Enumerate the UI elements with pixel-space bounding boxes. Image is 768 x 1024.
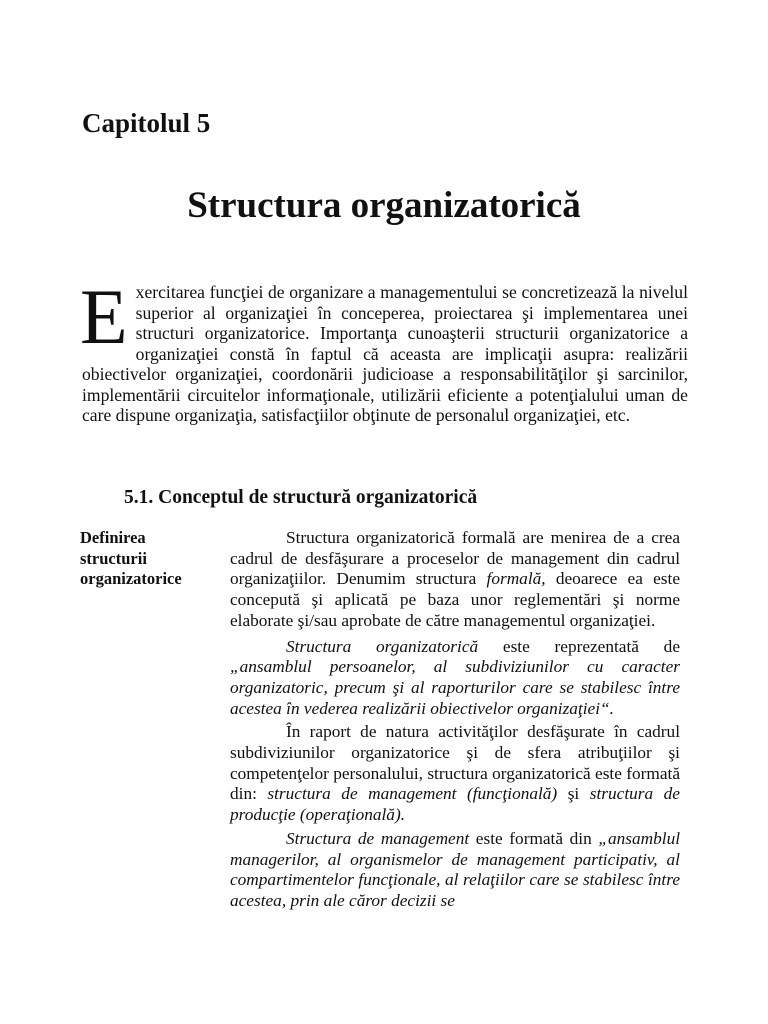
- paragraph-management-structure: [230, 829, 680, 912]
- p2-text-b: este reprezentată de: [478, 636, 680, 656]
- section-body: [230, 528, 680, 915]
- p4-text-b: este formată din: [469, 828, 599, 848]
- p3-emphasis-management: structura de management (funcţională): [267, 784, 558, 804]
- p4-quote: „ansamblul managerilor, al organismelor de management participativ, al compartimentelor funcţionale, al relaţiilor care se stabilesc între acestea, prin ale căror decizii se: [230, 828, 681, 910]
- paragraph-definition: [230, 637, 680, 720]
- p1-text-c: deoarece ea este concepută şi aplicată pe baza unor reglementări şi norme elaborate şi/sau aprobate de către managementul organizaţiei.: [230, 569, 680, 630]
- p2-quote: „ansamblul persoanelor, al subdiviziunilor cu caracter organizatoric, precum şi al raporturilor care se stabilesc între acestea în vederea realizării obiectivelor organizaţiei“.: [230, 657, 680, 718]
- p3-emphasis-production: structura de producţie (operaţională).: [230, 784, 680, 825]
- chapter-label: Capitolul 5: [82, 108, 211, 138]
- margin-note: Definirea structurii organizatorice: [80, 528, 182, 588]
- section-heading: 5.1. Conceptul de structură organizatorică: [124, 487, 478, 508]
- drop-cap: E: [80, 273, 128, 360]
- p3-text-c: şi: [557, 784, 590, 804]
- chapter-title: Structura organizatorică: [187, 185, 581, 226]
- p3-text-a: În raport de natura activităţilor desfăşurate în cadrul subdiviziunilor organizatorice şi de sfera atribuţiilor şi competenţelor personalului, structura organizatorică este formată din:: [230, 722, 680, 804]
- p1-text-a: Structura organizatorică formală are menirea de a crea cadrul de desfăşurare a proceselor de management din cadrul organizaţiilor. Denumim structura: [230, 528, 680, 589]
- paragraph-formal-structure: [230, 528, 680, 632]
- p4-emphasis: Structura de management: [286, 828, 470, 848]
- p1-emphasis: formală,: [486, 569, 546, 589]
- paragraph-composition: [230, 722, 680, 826]
- intro-text: xercitarea funcţiei de organizare a managementului se concretizează la nivelul superior al organizaţiei în conceperea, proiectarea şi implementarea unei structuri organizatorice. Importanţa cunoaşterii structurii organizatorice a organizaţiei constă în faptul că aceasta are implicaţii asupra: realizării obiectivelor organizaţiei, coordonării judicioase a responsabilităţilor şi sarcinilor, implementării circuitelor informaţionale, utilizării eficiente a potenţialului uman de care dispune organizaţia, satisfacţiilor obţinute de personalul organizaţiei, etc.: [82, 282, 688, 425]
- p2-emphasis: Structura organizatorică: [286, 636, 479, 656]
- intro-paragraph: [80, 273, 688, 426]
